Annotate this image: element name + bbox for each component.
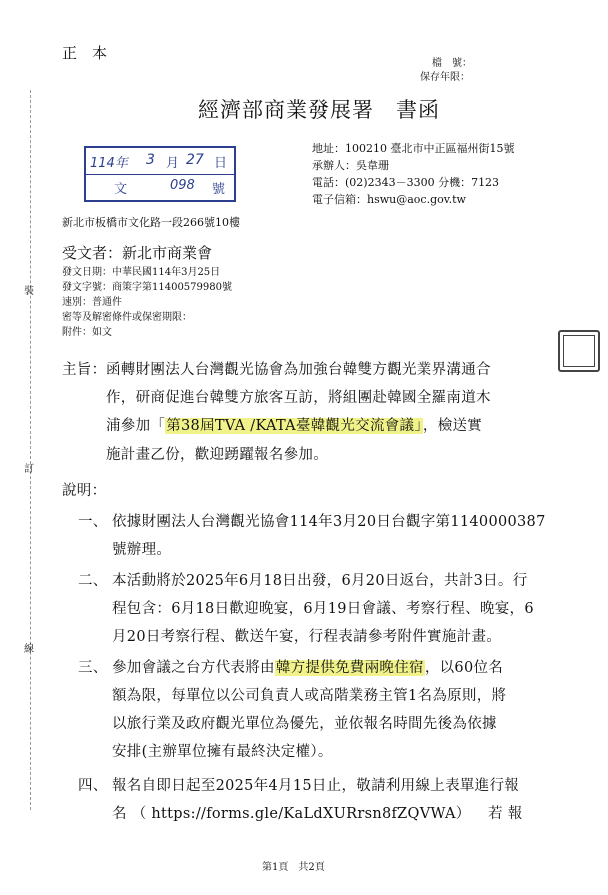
doc-number: 發文字號：商策字第11400579980號 (62, 282, 232, 293)
stamp-day: 27 (186, 152, 204, 168)
binding-mark: 訂 (24, 464, 34, 475)
subject-text: ，檢送實 (422, 418, 483, 434)
item-line: 額為限，每單位以公司負責人或高階業務主管1名為原則，將 (112, 688, 507, 704)
page-number: 第1頁 共2頁 (262, 862, 325, 873)
security-level: 密等及解密條件或保密期限： (62, 312, 192, 323)
item-line: 號辦理。 (112, 542, 172, 558)
binding-line (30, 90, 31, 810)
receipt-stamp (84, 146, 236, 202)
item-line (112, 656, 503, 677)
highlighted-accommodation: 韓方提供免費兩晚住宿 (275, 660, 424, 676)
subject-line: 作，研商促進台韓雙方旅客互訪，將組團赴韓國全羅南道木 (106, 390, 491, 406)
subject-text: 浦參加「 (106, 418, 166, 434)
item-text: 參加會議之台方代表將由 (112, 660, 275, 676)
binding-mark: 線 (24, 644, 34, 655)
stamp-year: 114年 (90, 156, 128, 171)
subject-label: 主旨： (62, 362, 107, 378)
copy-mark: 正 本 (62, 44, 108, 62)
issue-date: 發文日期：中華民國114年3月25日 (62, 267, 221, 278)
stamp-month: 3 (146, 152, 155, 168)
recipient-address: 新北市板橋市文化路一段266號10樓 (62, 216, 240, 229)
attachment: 附件：如文 (62, 327, 112, 338)
recipient: 受文者：新北市商業會 (62, 244, 213, 262)
contact-handler: 承辦人：吳韋珊 (312, 159, 389, 172)
item-line: 程包含：6月18日歡迎晚宴，6月19日會議、考察行程、晚宴，6 (112, 601, 534, 617)
explanation-label: 說明： (62, 483, 107, 499)
stamp-doc-num: 098 (170, 178, 195, 193)
official-seal (558, 330, 600, 372)
binding-mark: 裝 (24, 286, 34, 297)
stamp-day-unit: 日 (214, 156, 228, 171)
item-number: 二、 (78, 573, 108, 589)
stamp-doc-char: 文 (114, 182, 128, 197)
stamp-doc-num-unit: 號 (212, 182, 226, 197)
item-text: 若 報 (488, 806, 523, 822)
item-line: 依據財團法人台灣觀光協會114年3月20日台觀字第1140000387 (112, 514, 546, 530)
contact-email: 電子信箱：hswu@aoc.gov.tw (312, 193, 466, 206)
retention-label: 保存年限： (420, 72, 470, 83)
contact-address: 地址：100210 臺北市中正區福州街15號 (312, 142, 515, 155)
subject-line: 施計畫乙份，歡迎踴躍報名參加。 (106, 447, 328, 463)
item-number: 四、 (78, 778, 108, 794)
item-number: 三、 (78, 660, 108, 676)
item-line: 月20日考察行程、歡送午宴，行程表請參考附件實施計畫。 (112, 629, 502, 645)
contact-phone: 電話：(02)2343－3300 分機：7123 (312, 176, 500, 189)
item-line: 以旅行業及政府觀光單位為優先，並依報名時間先後為依據 (112, 716, 497, 732)
stamp-month-unit: 月 (166, 156, 180, 171)
item-number: 一、 (78, 514, 108, 530)
speed-class: 速別：普通件 (62, 297, 122, 308)
item-line: 報名自即日起至2025年4月15日止，敬請利用線上表單進行報 (112, 778, 520, 794)
item-line: 本活動將於2025年6月18日出發，6月20日返台，共計3日。行 (112, 573, 528, 589)
subject-line (106, 414, 482, 435)
registration-link[interactable]: 名 （ https://forms.gle/KaLdXURrsn8fZQVWA） (112, 806, 471, 822)
item-line (112, 802, 471, 823)
subject-line: 函轉財團法人台灣觀光協會為加強台韓雙方觀光業界溝通合 (106, 362, 491, 378)
highlighted-event-name: 第38屆TVA /KATA臺韓觀光交流會議」 (166, 418, 422, 434)
item-text: ，以60位名 (424, 660, 504, 676)
item-line: 安排(主辦單位擁有最終決定權）。 (112, 744, 333, 760)
file-no-label: 檔 號： (432, 58, 472, 69)
document-title: 經濟部商業發展署 書函 (198, 98, 440, 122)
